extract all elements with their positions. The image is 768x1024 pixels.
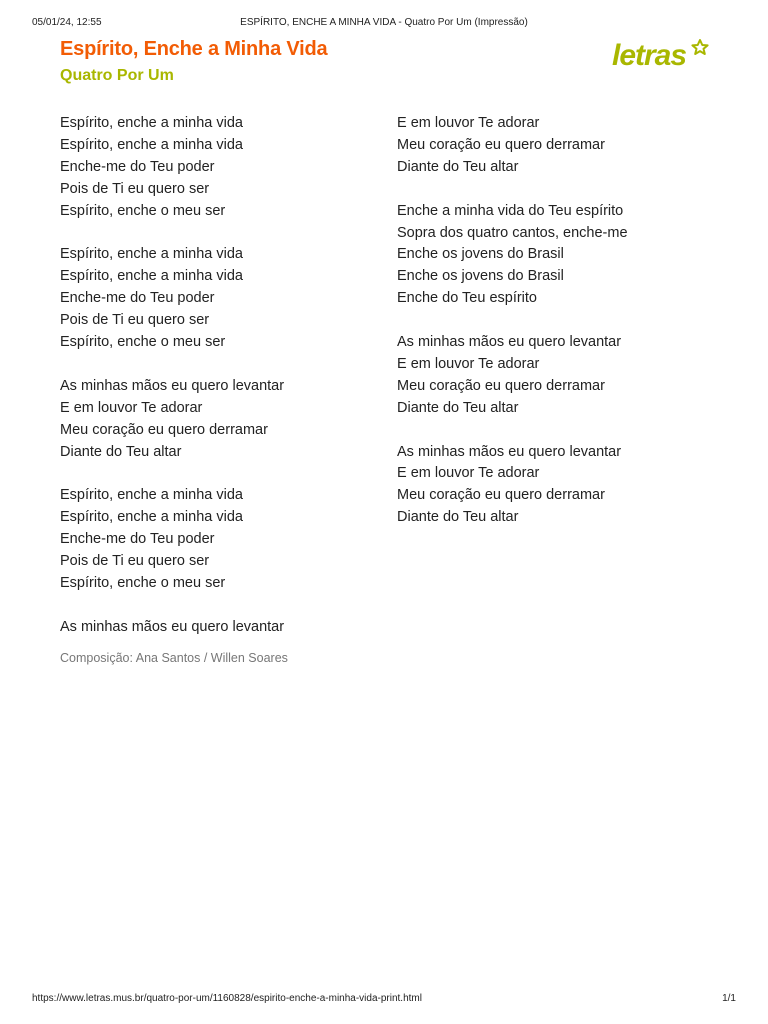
lyric-line: Espírito, enche a minha vida <box>60 509 243 526</box>
lyric-line: Enche-me do Teu poder <box>60 531 215 548</box>
song-title: Espírito, Enche a Minha Vida <box>60 38 328 60</box>
lyric-line: Espírito, enche a minha vida <box>60 246 243 263</box>
lyric-line: E em louvor Te adorar <box>397 465 540 482</box>
lyrics-stanza <box>397 332 628 420</box>
lyric-line: E em louvor Te adorar <box>397 355 540 372</box>
lyrics-stanza <box>60 376 284 464</box>
logo-text: letras <box>612 39 687 72</box>
lyric-line: As minhas mãos eu quero levantar <box>397 443 622 460</box>
lyrics-stanza <box>60 485 284 595</box>
lyric-line: As minhas mãos eu quero levantar <box>60 377 285 394</box>
lyric-line: Espírito, enche a minha vida <box>60 136 243 153</box>
lyrics-left-column <box>60 113 284 661</box>
lyric-line: As minhas mãos eu quero levantar <box>60 618 285 635</box>
lyric-line: Pois de Ti eu quero ser <box>60 553 210 570</box>
composer-credit: Composição: Ana Santos / Willen Soares <box>60 651 288 665</box>
lyrics-stanza <box>397 442 628 530</box>
lyric-line: Diante do Teu altar <box>397 158 519 175</box>
lyric-line: Espírito, enche o meu ser <box>60 202 226 219</box>
print-header <box>32 16 736 30</box>
lyric-line: Diante do Teu altar <box>60 443 182 460</box>
lyric-line: Enche-me do Teu poder <box>60 290 215 307</box>
lyric-line: Meu coração eu quero derramar <box>60 421 268 438</box>
lyric-line: Pois de Ti eu quero ser <box>60 312 210 329</box>
lyrics-stanza <box>397 113 628 179</box>
lyrics-right-column <box>397 113 628 551</box>
lyric-line: Pois de Ti eu quero ser <box>60 180 210 197</box>
lyric-line: As minhas mãos eu quero levantar <box>397 334 622 351</box>
lyrics-stanza <box>60 617 284 639</box>
lyric-line: E em louvor Te adorar <box>397 115 540 131</box>
lyric-line: Sopra dos quatro cantos, enche-me <box>397 224 628 241</box>
lyric-line: Enche os jovens do Brasil <box>397 246 564 263</box>
lyric-line: Meu coração eu quero derramar <box>397 487 605 504</box>
lyrics-stanza <box>397 201 628 311</box>
lyric-line: Enche do Teu espírito <box>397 290 537 307</box>
lyric-line: Espírito, enche a minha vida <box>60 115 243 131</box>
lyric-line: Espírito, enche o meu ser <box>60 334 226 351</box>
lyrics-stanza <box>60 113 284 223</box>
lyric-line: Meu coração eu quero derramar <box>397 136 605 153</box>
lyric-line: Espírito, enche a minha vida <box>60 268 243 285</box>
lyric-line: Espírito, enche o meu ser <box>60 574 226 591</box>
artist-name: Quatro Por Um <box>60 67 174 84</box>
print-footer <box>32 992 736 1006</box>
lyrics-stanza <box>60 244 284 354</box>
lyric-line: Enche os jovens do Brasil <box>397 268 564 285</box>
lyric-line: Enche-me do Teu poder <box>60 158 215 175</box>
lyric-line: Meu coração eu quero derramar <box>397 377 605 394</box>
lyric-line: E em louvor Te adorar <box>60 399 203 416</box>
lyric-line: Diante do Teu altar <box>397 399 519 416</box>
print-url: https://www.letras.mus.br/quatro-por-um/1160828/espirito-enche-a-minha-vida-print.html <box>32 993 422 1004</box>
lyric-line: Espírito, enche a minha vida <box>60 487 243 504</box>
letras-logo <box>610 34 710 74</box>
lyric-line: Diante do Teu altar <box>397 509 519 526</box>
star-icon <box>692 40 707 54</box>
print-datetime: 05/01/24, 12:55 <box>32 17 102 28</box>
print-document-title: ESPÍRITO, ENCHE A MINHA VIDA - Quatro Por Um (Impressão) <box>240 17 528 28</box>
lyric-line: Enche a minha vida do Teu espírito <box>397 202 624 219</box>
page-number: 1/1 <box>722 993 736 1004</box>
